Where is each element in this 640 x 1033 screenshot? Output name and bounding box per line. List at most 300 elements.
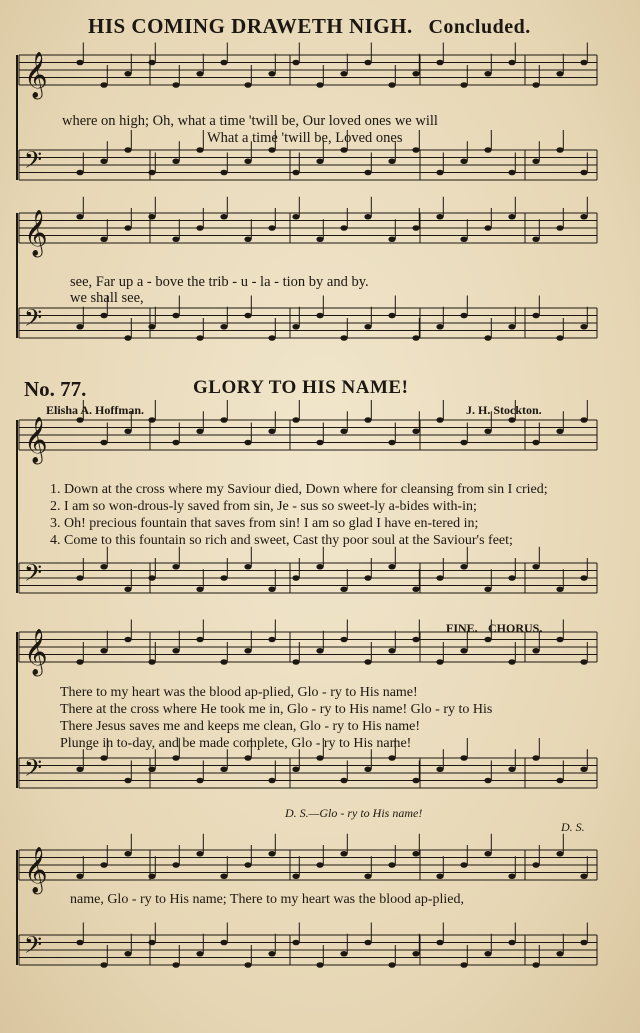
note-stem — [587, 197, 588, 217]
note-stem — [83, 197, 84, 217]
note-head — [172, 440, 179, 446]
chorus-label: CHORUS. — [488, 621, 543, 635]
note-head — [76, 214, 83, 220]
note-stem — [347, 761, 348, 781]
note-stem — [419, 130, 420, 150]
note-stem — [299, 153, 300, 173]
note-stem — [107, 65, 108, 85]
note-stem — [587, 307, 588, 327]
note-head — [412, 637, 419, 643]
note-stem — [299, 642, 300, 662]
note-stem — [227, 558, 228, 578]
note-head — [268, 637, 275, 643]
note-head — [220, 766, 227, 772]
note-stem — [371, 856, 372, 876]
note-head — [580, 214, 587, 220]
note-stem — [371, 43, 372, 63]
note-head — [172, 962, 179, 968]
note-stem — [203, 208, 204, 228]
note-head — [364, 60, 371, 66]
fine-label: FINE. — [446, 621, 478, 635]
note-stem — [179, 631, 180, 651]
note-head — [100, 158, 107, 164]
note-head — [172, 648, 179, 654]
note-stem — [587, 642, 588, 662]
note-head — [268, 147, 275, 153]
note-stem — [83, 307, 84, 327]
note-head — [316, 564, 323, 570]
note-head — [364, 575, 371, 581]
note-stem — [419, 620, 420, 640]
note-head — [316, 313, 323, 319]
note-stem — [131, 54, 132, 74]
note-stem — [587, 923, 588, 943]
note-stem — [587, 558, 588, 578]
note-stem — [491, 834, 492, 854]
note-stem — [299, 749, 300, 769]
note-stem — [251, 423, 252, 443]
note-head — [556, 225, 563, 231]
note-stem — [347, 208, 348, 228]
note-stem — [395, 547, 396, 567]
verse-1: 1. Down at the cross where my Saviour died, Down where for cleansing from sin I cried; — [50, 482, 548, 497]
note-head — [76, 324, 83, 330]
note-stem — [107, 547, 108, 567]
page-subtitle: Concluded. — [428, 16, 531, 38]
note-stem — [83, 749, 84, 769]
note-head — [484, 71, 491, 77]
note-head — [388, 313, 395, 319]
note-head — [148, 940, 155, 946]
note-stem — [515, 749, 516, 769]
note-head — [292, 766, 299, 772]
note-head — [580, 324, 587, 330]
system1-lyrics-line2: What a time 'twill be, Loved ones — [207, 130, 403, 146]
note-stem — [563, 208, 564, 228]
note-head — [388, 962, 395, 968]
note-stem — [251, 219, 252, 239]
note-head — [340, 147, 347, 153]
note-stem — [419, 318, 420, 338]
note-head — [268, 586, 275, 592]
note-stem — [131, 208, 132, 228]
note-head — [580, 659, 587, 665]
note-stem — [515, 856, 516, 876]
note-head — [196, 951, 203, 957]
note-head — [532, 648, 539, 654]
note-head — [532, 158, 539, 164]
note-head — [436, 60, 443, 66]
note-stem — [251, 945, 252, 965]
note-head — [364, 940, 371, 946]
note-stem — [251, 547, 252, 567]
note-stem — [419, 934, 420, 954]
note-stem — [395, 296, 396, 316]
note-head — [340, 951, 347, 957]
note-head — [316, 755, 323, 761]
note-head — [148, 575, 155, 581]
note-head — [556, 851, 563, 857]
note-stem — [299, 197, 300, 217]
note-head — [316, 862, 323, 868]
note-stem — [323, 296, 324, 316]
note-head — [244, 648, 251, 654]
note-stem — [299, 307, 300, 327]
note-head — [556, 428, 563, 434]
treble-clef-icon: 𝄞 — [24, 52, 48, 98]
note-head — [292, 659, 299, 665]
note-stem — [563, 411, 564, 431]
note-head — [196, 71, 203, 77]
note-stem — [275, 834, 276, 854]
note-head — [388, 440, 395, 446]
note-head — [148, 324, 155, 330]
note-stem — [155, 43, 156, 63]
note-head — [412, 428, 419, 434]
note-stem — [491, 208, 492, 228]
note-stem — [275, 411, 276, 431]
system1-lyrics-line1: where on high; Oh, what a time 'twill be, Our loved ones we will — [62, 113, 438, 129]
note-head — [532, 440, 539, 446]
note-head — [532, 962, 539, 968]
note-stem — [275, 208, 276, 228]
note-stem — [83, 43, 84, 63]
note-stem — [275, 934, 276, 954]
note-head — [292, 417, 299, 423]
note-stem — [443, 749, 444, 769]
note-head — [556, 586, 563, 592]
note-stem — [515, 558, 516, 578]
refrain-line-2: There at the cross where He took me in, Glo - ry to His name! Glo - ry to His — [60, 702, 493, 717]
note-head — [460, 440, 467, 446]
final-lyric-line: name, Glo - ry to His name; There to my heart was the blood ap-plied, — [70, 892, 464, 907]
note-stem — [587, 400, 588, 420]
note-head — [484, 951, 491, 957]
note-stem — [491, 130, 492, 150]
note-stem — [395, 219, 396, 239]
treble-clef-icon: 𝄞 — [24, 629, 48, 675]
note-head — [316, 82, 323, 88]
note-head — [484, 586, 491, 592]
note-head — [364, 214, 371, 220]
note-stem — [515, 153, 516, 173]
note-stem — [227, 400, 228, 420]
author-credit: Elisha A. Hoffman. — [46, 403, 145, 417]
note-head — [364, 766, 371, 772]
note-head — [124, 778, 131, 784]
note-head — [436, 324, 443, 330]
note-stem — [515, 923, 516, 943]
note-stem — [371, 558, 372, 578]
note-head — [388, 158, 395, 164]
refrain-line-4: Plunge in to-day, and be made complete, Glo - ry to His name! — [60, 736, 412, 751]
note-stem — [179, 141, 180, 161]
note-head — [196, 778, 203, 784]
note-head — [460, 564, 467, 570]
note-head — [340, 637, 347, 643]
note-stem — [155, 197, 156, 217]
note-head — [532, 862, 539, 868]
refrain-line-3: There Jesus saves me and keeps me clean, Glo - ry to His name! — [60, 719, 420, 734]
note-stem — [131, 318, 132, 338]
note-head — [364, 324, 371, 330]
note-stem — [539, 141, 540, 161]
note-stem — [419, 411, 420, 431]
note-stem — [203, 54, 204, 74]
note-head — [436, 659, 443, 665]
note-stem — [155, 749, 156, 769]
verse-2: 2. I am so won-drous-ly saved from sin, Je - sus so sweet-ly a-bides with-in; — [50, 499, 477, 514]
note-stem — [467, 423, 468, 443]
verse-4: 4. Come to this fountain so rich and sweet, Cast thy poor soul at the Saviour's feet; — [50, 533, 513, 548]
note-stem — [419, 761, 420, 781]
note-stem — [203, 761, 204, 781]
note-stem — [131, 761, 132, 781]
note-stem — [371, 307, 372, 327]
note-head — [364, 417, 371, 423]
note-head — [268, 71, 275, 77]
note-stem — [539, 219, 540, 239]
note-stem — [299, 923, 300, 943]
note-stem — [203, 411, 204, 431]
note-head — [268, 225, 275, 231]
note-head — [484, 225, 491, 231]
note-head — [340, 428, 347, 434]
note-head — [100, 648, 107, 654]
note-stem — [227, 923, 228, 943]
note-stem — [251, 845, 252, 865]
note-head — [508, 873, 515, 879]
note-stem — [467, 65, 468, 85]
note-head — [220, 940, 227, 946]
note-head — [220, 659, 227, 665]
note-head — [124, 951, 131, 957]
note-head — [580, 575, 587, 581]
note-head — [556, 637, 563, 643]
note-head — [244, 962, 251, 968]
note-stem — [371, 642, 372, 662]
note-stem — [227, 153, 228, 173]
note-head — [556, 951, 563, 957]
note-head — [412, 71, 419, 77]
note-stem — [227, 856, 228, 876]
note-head — [124, 851, 131, 857]
note-head — [580, 873, 587, 879]
note-stem — [371, 400, 372, 420]
note-head — [244, 564, 251, 570]
note-head — [508, 324, 515, 330]
note-head — [484, 335, 491, 341]
note-stem — [323, 423, 324, 443]
system2-lyrics-line1: see, Far up a - bove the trib - u - la - tion by and by. — [70, 274, 369, 290]
note-head — [436, 417, 443, 423]
note-stem — [347, 569, 348, 589]
note-head — [76, 170, 83, 176]
note-head — [148, 60, 155, 66]
note-head — [436, 214, 443, 220]
note-stem — [515, 43, 516, 63]
note-stem — [107, 219, 108, 239]
note-head — [100, 862, 107, 868]
note-stem — [251, 631, 252, 651]
note-stem — [443, 923, 444, 943]
note-head — [556, 147, 563, 153]
note-stem — [563, 54, 564, 74]
note-head — [148, 873, 155, 879]
note-head — [76, 873, 83, 879]
note-head — [436, 873, 443, 879]
note-stem — [155, 923, 156, 943]
note-stem — [275, 54, 276, 74]
note-stem — [395, 945, 396, 965]
note-head — [364, 659, 371, 665]
note-stem — [587, 856, 588, 876]
note-head — [220, 324, 227, 330]
note-head — [100, 440, 107, 446]
note-head — [460, 236, 467, 242]
note-head — [268, 428, 275, 434]
note-stem — [371, 153, 372, 173]
note-head — [220, 417, 227, 423]
note-head — [196, 637, 203, 643]
note-stem — [563, 569, 564, 589]
hymn-title: GLORY TO HIS NAME! — [193, 377, 409, 398]
note-head — [340, 71, 347, 77]
page-title: HIS COMING DRAWETH NIGH. — [88, 14, 413, 38]
note-head — [148, 659, 155, 665]
note-stem — [179, 423, 180, 443]
note-head — [316, 236, 323, 242]
note-stem — [347, 318, 348, 338]
note-stem — [227, 307, 228, 327]
note-head — [508, 766, 515, 772]
note-head — [76, 940, 83, 946]
note-stem — [347, 620, 348, 640]
note-stem — [179, 65, 180, 85]
refrain-line-1: There to my heart was the blood ap-plied, Glo - ry to His name! — [60, 685, 418, 700]
note-stem — [443, 642, 444, 662]
note-head — [124, 71, 131, 77]
note-head — [388, 862, 395, 868]
note-head — [460, 862, 467, 868]
note-head — [460, 82, 467, 88]
note-head — [172, 313, 179, 319]
note-stem — [155, 856, 156, 876]
note-head — [508, 60, 515, 66]
note-head — [508, 214, 515, 220]
note-head — [532, 313, 539, 319]
note-stem — [419, 54, 420, 74]
note-stem — [467, 547, 468, 567]
note-head — [244, 158, 251, 164]
note-stem — [251, 296, 252, 316]
note-head — [148, 417, 155, 423]
ds-mark: D. S. — [561, 820, 585, 834]
note-stem — [83, 923, 84, 943]
hymn-number: No. 77. — [24, 377, 87, 401]
note-stem — [179, 547, 180, 567]
note-head — [484, 428, 491, 434]
system2-lyrics-line2: we shall see, — [70, 290, 144, 306]
note-head — [388, 82, 395, 88]
note-head — [508, 940, 515, 946]
verse-3: 3. Oh! precious fountain that saves from sin! I am so glad I have en-tered in; — [50, 516, 479, 531]
note-head — [172, 755, 179, 761]
note-head — [196, 225, 203, 231]
note-stem — [491, 934, 492, 954]
note-head — [76, 575, 83, 581]
note-head — [412, 335, 419, 341]
note-head — [292, 214, 299, 220]
note-stem — [275, 318, 276, 338]
note-stem — [419, 834, 420, 854]
note-head — [100, 82, 107, 88]
note-stem — [563, 761, 564, 781]
note-head — [580, 766, 587, 772]
note-stem — [563, 934, 564, 954]
note-head — [220, 214, 227, 220]
note-head — [100, 313, 107, 319]
note-stem — [467, 738, 468, 758]
note-stem — [395, 423, 396, 443]
note-stem — [275, 761, 276, 781]
note-head — [340, 586, 347, 592]
note-stem — [515, 197, 516, 217]
note-stem — [203, 569, 204, 589]
bass-clef-icon: 𝄢 — [24, 559, 43, 592]
note-stem — [83, 153, 84, 173]
note-head — [316, 962, 323, 968]
treble-clef-icon: 𝄞 — [24, 847, 48, 893]
note-head — [268, 335, 275, 341]
note-head — [316, 440, 323, 446]
note-stem — [107, 845, 108, 865]
note-head — [244, 440, 251, 446]
note-head — [508, 575, 515, 581]
note-stem — [443, 197, 444, 217]
bass-clef-icon: 𝄢 — [24, 146, 43, 179]
note-stem — [179, 845, 180, 865]
note-stem — [443, 43, 444, 63]
note-head — [580, 170, 587, 176]
note-stem — [83, 642, 84, 662]
note-stem — [347, 54, 348, 74]
note-stem — [155, 400, 156, 420]
note-head — [388, 564, 395, 570]
note-head — [196, 147, 203, 153]
note-head — [460, 158, 467, 164]
note-head — [220, 575, 227, 581]
note-head — [100, 564, 107, 570]
treble-clef-icon: 𝄞 — [24, 210, 48, 256]
bass-clef-icon: 𝄢 — [24, 754, 43, 787]
note-stem — [539, 296, 540, 316]
note-head — [436, 766, 443, 772]
note-head — [508, 659, 515, 665]
note-head — [412, 225, 419, 231]
note-head — [412, 147, 419, 153]
note-head — [268, 851, 275, 857]
note-stem — [443, 856, 444, 876]
note-head — [172, 82, 179, 88]
note-head — [100, 755, 107, 761]
note-head — [292, 940, 299, 946]
note-head — [532, 236, 539, 242]
note-stem — [323, 219, 324, 239]
note-head — [244, 862, 251, 868]
note-stem — [515, 642, 516, 662]
note-head — [196, 851, 203, 857]
